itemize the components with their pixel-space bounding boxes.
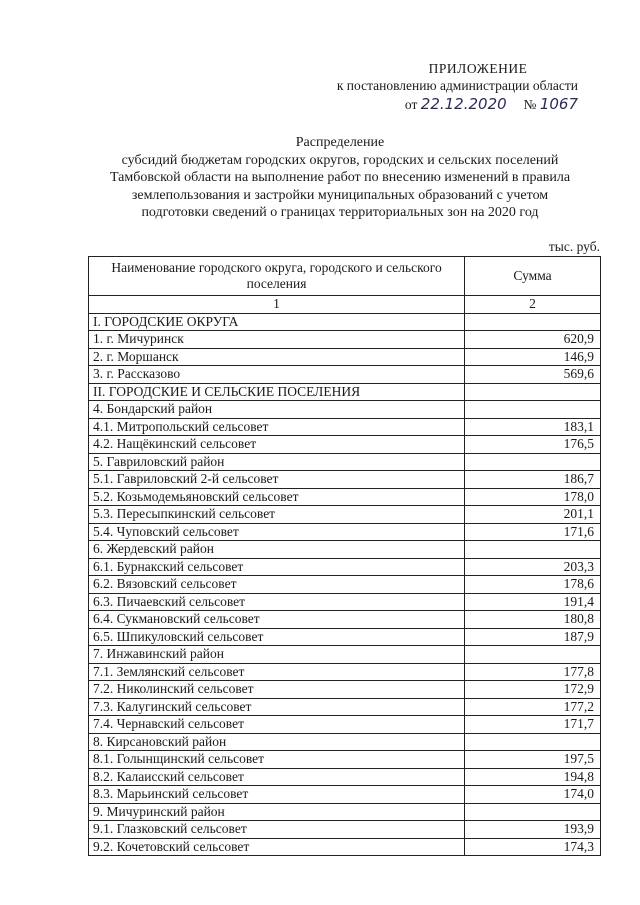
row-name-cell: II. ГОРОДСКИЕ И СЕЛЬСКИЕ ПОСЕЛЕНИЯ [89, 383, 465, 401]
table-header-row [89, 257, 601, 296]
appendix-header [318, 60, 578, 113]
appendix-subtitle: к постановлению администрации области [336, 78, 578, 93]
table-row [89, 453, 601, 471]
table-row [89, 506, 601, 524]
row-amount-cell [465, 313, 601, 331]
table-row [89, 576, 601, 594]
column-header-amount: Сумма [465, 257, 601, 296]
table-row [89, 541, 601, 559]
row-amount-cell: 177,8 [465, 663, 601, 681]
row-name-cell: 1. г. Мичуринск [89, 331, 465, 349]
row-name-cell: 6. Жердевский район [89, 541, 465, 559]
table-row [89, 488, 601, 506]
appendix-date-line [318, 96, 578, 113]
table-row [89, 593, 601, 611]
row-amount-cell: 191,4 [465, 593, 601, 611]
row-amount-cell: 620,9 [465, 331, 601, 349]
row-amount-cell: 146,9 [465, 348, 601, 366]
row-name-cell: 5. Гавриловский район [89, 453, 465, 471]
table-row [89, 331, 601, 349]
row-amount-cell: 194,8 [465, 768, 601, 786]
table-row [89, 698, 601, 716]
table-row [89, 523, 601, 541]
table-row [89, 751, 601, 769]
document-caption [40, 134, 640, 222]
column-header-name: Наименование городского округа, городского и сельского поселения [89, 257, 465, 296]
table-row [89, 436, 601, 454]
row-amount-cell: 187,9 [465, 628, 601, 646]
table-row [89, 821, 601, 839]
column-number: 1 [89, 296, 465, 314]
row-amount-cell [465, 803, 601, 821]
row-amount-cell: 171,6 [465, 523, 601, 541]
table-row [89, 628, 601, 646]
unit-label: тыс. руб. [548, 239, 600, 254]
row-name-cell: 4.2. Нащёкинский сельсовет [89, 436, 465, 454]
table-row [89, 716, 601, 734]
table-row [89, 663, 601, 681]
row-name-cell: 6.4. Сукмановский сельсовет [89, 611, 465, 629]
row-name-cell: 9.1. Глазковский сельсовет [89, 821, 465, 839]
table-row [89, 383, 601, 401]
table-row [89, 803, 601, 821]
row-amount-cell [465, 453, 601, 471]
row-amount-cell: 569,6 [465, 366, 601, 384]
column-number: 2 [465, 296, 601, 314]
row-amount-cell [465, 541, 601, 559]
appendix-title: ПРИЛОЖЕНИЕ [428, 61, 528, 76]
row-amount-cell [465, 646, 601, 664]
row-amount-cell: 176,5 [465, 436, 601, 454]
row-name-cell: 6.3. Пичаевский сельсовет [89, 593, 465, 611]
row-amount-cell: 178,6 [465, 576, 601, 594]
row-name-cell: 7. Инжавинский район [89, 646, 465, 664]
row-name-cell: 8.1. Голынщинский сельсовет [89, 751, 465, 769]
caption-line: землепользования и застройки муниципальных образований с учетом [131, 187, 549, 203]
handwritten-number: 1067 [539, 95, 578, 113]
caption-line: субсидий бюджетам городских округов, городских и сельских поселений [121, 152, 559, 168]
row-name-cell: 7.2. Николинский сельсовет [89, 681, 465, 699]
row-amount-cell [465, 733, 601, 751]
row-amount-cell: 172,9 [465, 681, 601, 699]
row-amount-cell: 177,2 [465, 698, 601, 716]
date-prefix: от [404, 97, 418, 112]
caption-line: Тамбовской области на выполнение работ по внесению изменений в правила [109, 170, 571, 185]
table-row [89, 471, 601, 489]
row-amount-cell: 193,9 [465, 821, 601, 839]
table-row [89, 733, 601, 751]
caption-line: Распределение [295, 135, 385, 150]
number-prefix: № [523, 97, 537, 112]
row-name-cell: 9. Мичуринский район [89, 803, 465, 821]
table-row [89, 611, 601, 629]
table-row [89, 366, 601, 384]
row-name-cell: 5.4. Чуповский сельсовет [89, 523, 465, 541]
row-name-cell: 7.4. Чернавский сельсовет [89, 716, 465, 734]
row-name-cell: 6.2. Вязовский сельсовет [89, 576, 465, 594]
row-name-cell: 9.2. Кочетовский сельсовет [89, 838, 465, 856]
table-row [89, 838, 601, 856]
row-amount-cell: 174,0 [465, 786, 601, 804]
row-amount-cell: 203,3 [465, 558, 601, 576]
table-row [89, 348, 601, 366]
row-name-cell: 8.3. Марьинский сельсовет [89, 786, 465, 804]
row-amount-cell: 183,1 [465, 418, 601, 436]
subsidy-table [88, 256, 601, 856]
row-name-cell: 4.1. Митропольский сельсовет [89, 418, 465, 436]
table-row [89, 768, 601, 786]
row-name-cell: 8.2. Калаисский сельсовет [89, 768, 465, 786]
table-row [89, 313, 601, 331]
handwritten-date: 22.12.2020 [420, 95, 507, 113]
caption-line: подготовки сведений о границах территориальных зон на 2020 год [141, 205, 539, 220]
table-row [89, 646, 601, 664]
row-name-cell: I. ГОРОДСКИЕ ОКРУГА [89, 313, 465, 331]
row-name-cell: 4. Бондарский район [89, 401, 465, 419]
row-amount-cell: 178,0 [465, 488, 601, 506]
row-name-cell: 5.1. Гавриловский 2-й сельсовет [89, 471, 465, 489]
row-amount-cell: 197,5 [465, 751, 601, 769]
row-name-cell: 3. г. Рассказово [89, 366, 465, 384]
row-amount-cell: 201,1 [465, 506, 601, 524]
row-amount-cell [465, 383, 601, 401]
table-row [89, 786, 601, 804]
row-amount-cell: 174,3 [465, 838, 601, 856]
row-name-cell: 5.2. Козьмодемьяновский сельсовет [89, 488, 465, 506]
column-number-row [89, 296, 601, 314]
row-name-cell: 2. г. Моршанск [89, 348, 465, 366]
row-name-cell: 6.1. Бурнакский сельсовет [89, 558, 465, 576]
table-row [89, 558, 601, 576]
row-name-cell: 7.1. Землянский сельсовет [89, 663, 465, 681]
row-amount-cell: 171,7 [465, 716, 601, 734]
table-row [89, 401, 601, 419]
table-row [89, 681, 601, 699]
row-name-cell: 8. Кирсановский район [89, 733, 465, 751]
row-amount-cell: 186,7 [465, 471, 601, 489]
table-row [89, 418, 601, 436]
row-name-cell: 5.3. Пересыпкинский сельсовет [89, 506, 465, 524]
row-name-cell: 6.5. Шпикуловский сельсовет [89, 628, 465, 646]
row-name-cell: 7.3. Калугинский сельсовет [89, 698, 465, 716]
row-amount-cell: 180,8 [465, 611, 601, 629]
row-amount-cell [465, 401, 601, 419]
